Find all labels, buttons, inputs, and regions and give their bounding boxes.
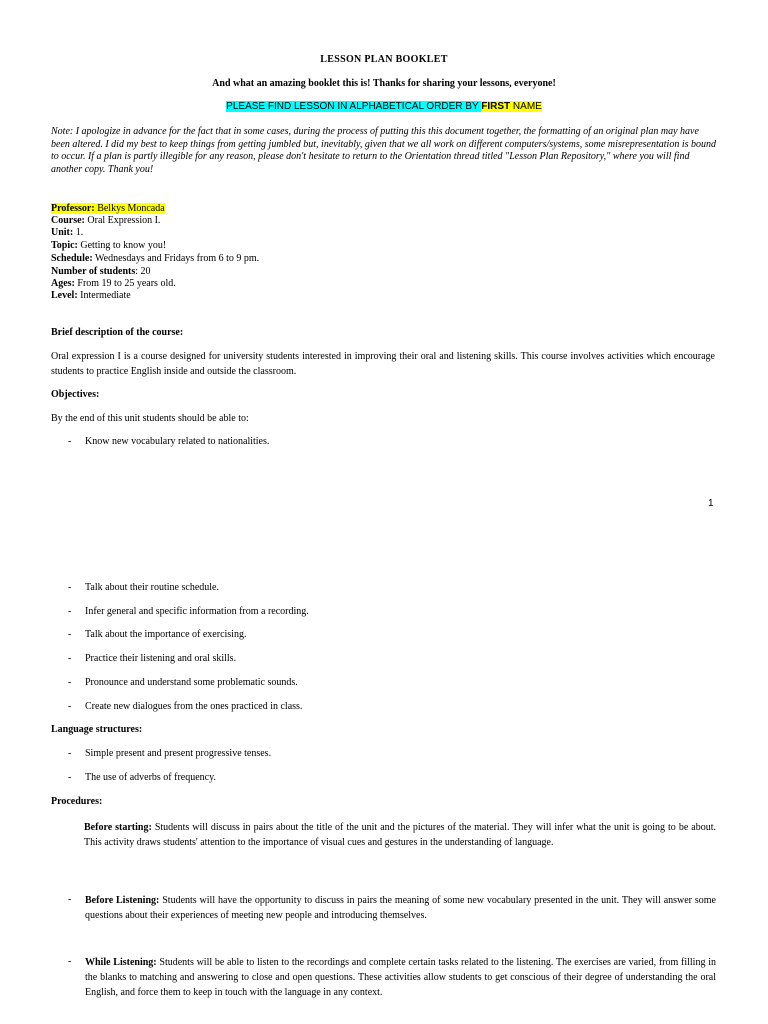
professor-label: Professor:: [51, 203, 95, 214]
bullet-dash: -: [68, 582, 72, 593]
objective-item: Pronounce and understand some problematic sounds.: [85, 677, 298, 688]
schedule-value: Wednesdays and Fridays from 6 to 9 pm.: [92, 253, 260, 264]
ages-value: From 19 to 25 years old.: [74, 278, 176, 289]
order-notice-suffix: NAME: [510, 101, 542, 112]
students-value: : 20: [135, 266, 151, 277]
before-starting-label: Before starting:: [84, 822, 152, 833]
students-label: Number of students: [51, 266, 136, 277]
bullet-dash: -: [68, 894, 72, 905]
level-value: Intermediate: [77, 290, 131, 301]
bullet-dash: -: [68, 606, 72, 617]
editor-note: Note: I apologize in advance for the fact that in some cases, during the process of putting this this document together, the formatting of an original plan may have been altered. I did my best to keep things from getting jumbled but, inevitably, given that we all work on different computers/systems, some misrepresentation is bound to occur. If a plan is partly illegible for any reason, please don't hesitate to return to the Orientation thread titled "Lesson Plan Repository," where you will find another copy. Thank you!: [51, 126, 716, 175]
professor-line: [51, 203, 165, 215]
while-listening-label: While Listening:: [85, 957, 157, 968]
bullet-dash: -: [68, 436, 72, 447]
while-listening-paragraph: [85, 955, 716, 1000]
before-listening-paragraph: [85, 893, 716, 923]
objective-item: Practice their listening and oral skills.: [85, 653, 237, 664]
course-value: Oral Expression I.: [84, 215, 161, 226]
procedures-heading: Procedures:: [51, 796, 103, 807]
language-item: Simple present and present progressive tenses.: [85, 748, 272, 759]
course-label: Course:: [51, 215, 85, 226]
objective-item: Talk about the importance of exercising.: [85, 629, 247, 640]
bullet-dash: -: [68, 956, 72, 967]
language-heading: Language structures:: [51, 724, 143, 735]
document-subtitle: And what an amazing booklet this is! Thanks for sharing your lessons, everyone!: [212, 78, 556, 89]
objectives-intro: By the end of this unit students should be able to:: [51, 413, 249, 424]
language-item: The use of adverbs of frequency.: [85, 772, 216, 783]
objective-item: Talk about their routine schedule.: [85, 582, 219, 593]
schedule-line: [51, 253, 259, 265]
unit-line: [51, 227, 83, 239]
brief-heading: Brief description of the course:: [51, 327, 184, 338]
topic-value: Getting to know you!: [77, 240, 167, 251]
students-line: [51, 266, 151, 278]
ages-label: Ages:: [51, 278, 75, 289]
while-listening-text: Students will be able to listen to the recordings and complete certain tasks related to the listening. The exercises are varied, from filling in the blanks to matching and answering to close and open questions. These activities allow students to get conscious of their degree of understanding the oral English, and force them to keep in touch with the language in any context.: [85, 957, 716, 998]
ages-line: [51, 278, 176, 290]
bullet-dash: -: [68, 701, 72, 712]
bullet-dash: -: [68, 677, 72, 688]
document-title: LESSON PLAN BOOKLET: [320, 54, 448, 65]
unit-label: Unit:: [51, 227, 74, 238]
order-notice: [0, 101, 768, 113]
schedule-label: Schedule:: [51, 253, 93, 264]
page-number: 1: [708, 498, 714, 509]
bullet-dash: -: [68, 748, 72, 759]
before-starting-paragraph: [84, 820, 716, 850]
unit-value: 1.: [73, 227, 84, 238]
topic-line: [51, 240, 166, 252]
before-listening-label: Before Listening:: [85, 895, 160, 906]
objective-item: Infer general and specific information from a recording.: [85, 606, 309, 617]
before-listening-text: Students will have the opportunity to discuss in pairs the meaning of some new vocabulary presented in the unit. They will answer some questions about their experiences of meeting new people and introducing themselves.: [85, 895, 716, 921]
level-line: [51, 290, 131, 302]
objectives-heading: Objectives:: [51, 389, 100, 400]
objective-item: Know new vocabulary related to nationalities.: [85, 436, 270, 447]
professor-value: Belkys Moncada: [94, 203, 165, 214]
objective-item: Create new dialogues from the ones practiced in class.: [85, 701, 303, 712]
bullet-dash: -: [68, 653, 72, 664]
bullet-dash: -: [68, 629, 72, 640]
order-notice-first: FIRST: [481, 101, 511, 112]
level-label: Level:: [51, 290, 78, 301]
brief-text: Oral expression I is a course designed for university students interested in improving their oral and listening skills. This course involves activities which encourage students to practice English inside and outside the classroom.: [51, 351, 715, 377]
bullet-dash: -: [68, 772, 72, 783]
topic-label: Topic:: [51, 240, 78, 251]
course-line: [51, 215, 160, 227]
order-notice-prefix: PLEASE FIND LESSON IN ALPHABETICAL ORDER BY: [226, 101, 482, 112]
before-starting-text: Students will discuss in pairs about the title of the unit and the pictures of the material. They will infer what the unit is going to be about. This activity draws students' attention to the importance of visual cues and gestures in the understanding of language.: [84, 822, 716, 848]
